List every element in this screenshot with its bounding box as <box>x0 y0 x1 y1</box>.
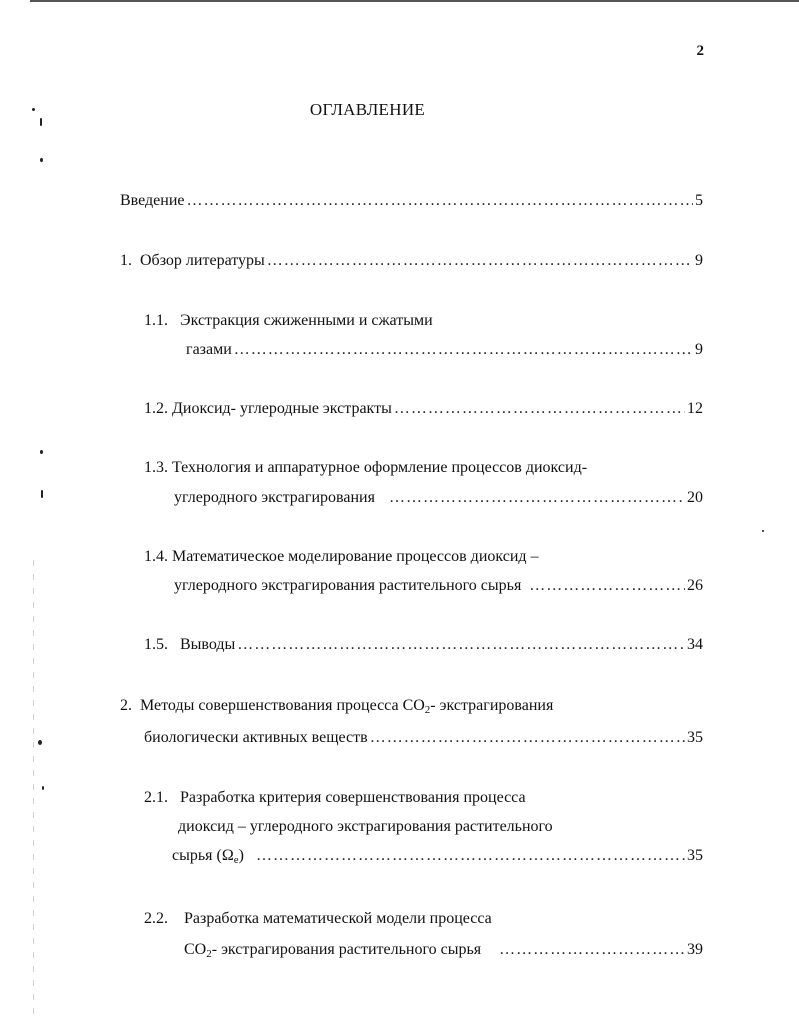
toc-entry-1-1 <box>186 340 703 360</box>
toc-entry-title: Технология и аппаратурное оформление процессов диоксид- <box>172 459 588 476</box>
toc-entry-1-2 <box>144 399 703 419</box>
toc-entry-label <box>144 635 235 655</box>
toc-entry-2-line1 <box>120 696 553 716</box>
toc-entry-intro <box>120 191 703 211</box>
toc-entry-1-3-line1 <box>144 458 587 478</box>
toc-entry-title: Экстракция сжиженными и сжатыми <box>180 312 433 329</box>
leader-dots <box>370 728 685 748</box>
scan-speck <box>40 158 43 162</box>
toc-entry-title-part: ) <box>238 847 244 864</box>
toc-entry-title: Разработка критерия совершенствования процесса <box>180 789 526 806</box>
toc-entry-title: Математическое моделирование процессов диоксид – <box>172 548 539 565</box>
leader-dots <box>234 340 693 360</box>
toc-entry-2-2 <box>184 940 703 960</box>
toc-entry-title: Диоксид- углеродные экстракты <box>172 400 392 417</box>
toc-entry-page: 20 <box>687 489 703 506</box>
toc-entry-title: Выводы <box>180 636 236 653</box>
toc-entry-page: 35 <box>687 729 703 746</box>
toc-entry-title-cont: углеродного экстрагирования <box>174 489 375 506</box>
toc-entry-2-1-line2: диоксид – углеродного экстрагирования растительного <box>178 818 553 835</box>
toc-entry-page: 12 <box>687 400 703 417</box>
leader-dots <box>187 191 694 211</box>
toc-entry-title-cont: газами <box>186 341 232 358</box>
toc-entry-title-part: сырья (Ω <box>172 847 234 864</box>
scan-speck <box>42 786 44 790</box>
leader-dots <box>256 846 685 866</box>
toc-entry-page: 35 <box>687 847 703 864</box>
subscript: e <box>233 854 239 866</box>
toc-entry-number: 1.2. <box>144 400 168 417</box>
scan-top-edge <box>30 0 799 2</box>
page-number: 2 <box>696 43 704 59</box>
toc-entry-title-cont <box>184 940 481 960</box>
scan-speck <box>38 740 42 745</box>
toc-entry-label: Введение <box>120 192 185 209</box>
toc-entry-2-1 <box>172 846 703 866</box>
toc-entry-number: 1.1. <box>144 312 168 329</box>
toc-entry-title-cont: углеродного экстрагирования растительного сырья <box>174 577 522 594</box>
toc-entry-number: 2.1. <box>144 789 168 806</box>
toc-entry-1-1-line1 <box>144 311 433 331</box>
toc-entry-title: Методы совершенствования процесса CO <box>140 697 425 714</box>
toc-entry-2-2-line1 <box>144 909 492 929</box>
leader-dots <box>237 635 685 655</box>
scan-margin-artifact <box>33 560 34 1020</box>
toc-entry-2-1-line1 <box>144 788 526 808</box>
toc-entry-1 <box>120 251 703 271</box>
toc-entry-number: 2. <box>120 697 132 714</box>
toc-entry-title: Разработка математической модели процесса <box>184 910 492 927</box>
toc-entry-page: 9 <box>695 341 703 358</box>
toc-entry-1-3 <box>174 488 703 508</box>
toc-entry-number: 1.3. <box>144 459 168 476</box>
toc-entry-page: 9 <box>695 252 703 269</box>
toc-entry-page: 39 <box>687 941 703 958</box>
toc-title: ОГЛАВЛЕНИЕ <box>309 100 426 119</box>
leader-dots <box>529 576 685 596</box>
toc-entry-title: Обзор литературы <box>140 252 265 269</box>
scan-speck <box>41 490 43 498</box>
toc-entry-1-4 <box>174 576 703 596</box>
leader-dots <box>394 399 685 419</box>
leader-dots <box>499 940 685 960</box>
leader-dots <box>389 488 685 508</box>
toc-entry-title-cont: биологически активных веществ <box>144 729 368 746</box>
toc-entry-number: 2.2. <box>144 910 168 927</box>
toc-entry-1-5 <box>144 635 703 655</box>
toc-entry-page: 5 <box>695 192 703 209</box>
subscript: 2 <box>424 704 431 716</box>
leader-dots <box>267 251 693 271</box>
toc-entry-page: 26 <box>687 577 703 594</box>
toc-entry-title-cont <box>172 846 244 866</box>
toc-entry-title-part: - экстрагирования растительного сырья <box>211 941 482 958</box>
scan-speck <box>762 530 764 532</box>
toc-entry-1-4-line1 <box>144 547 539 567</box>
toc-entry-title-rest: - экстрагирования <box>430 697 554 714</box>
toc-entry-number: 1.5. <box>144 636 168 653</box>
subscript: 2 <box>206 948 212 960</box>
toc-entry-number: 1. <box>120 252 132 269</box>
toc-entry-number: 1.4. <box>144 548 168 565</box>
toc-entry-label <box>144 399 392 419</box>
scan-speck <box>40 450 43 454</box>
toc-entry-title-part: CO <box>184 941 207 958</box>
toc-entry-2 <box>144 728 703 748</box>
toc-entry-page: 34 <box>687 636 703 653</box>
toc-entry-label <box>120 251 265 271</box>
